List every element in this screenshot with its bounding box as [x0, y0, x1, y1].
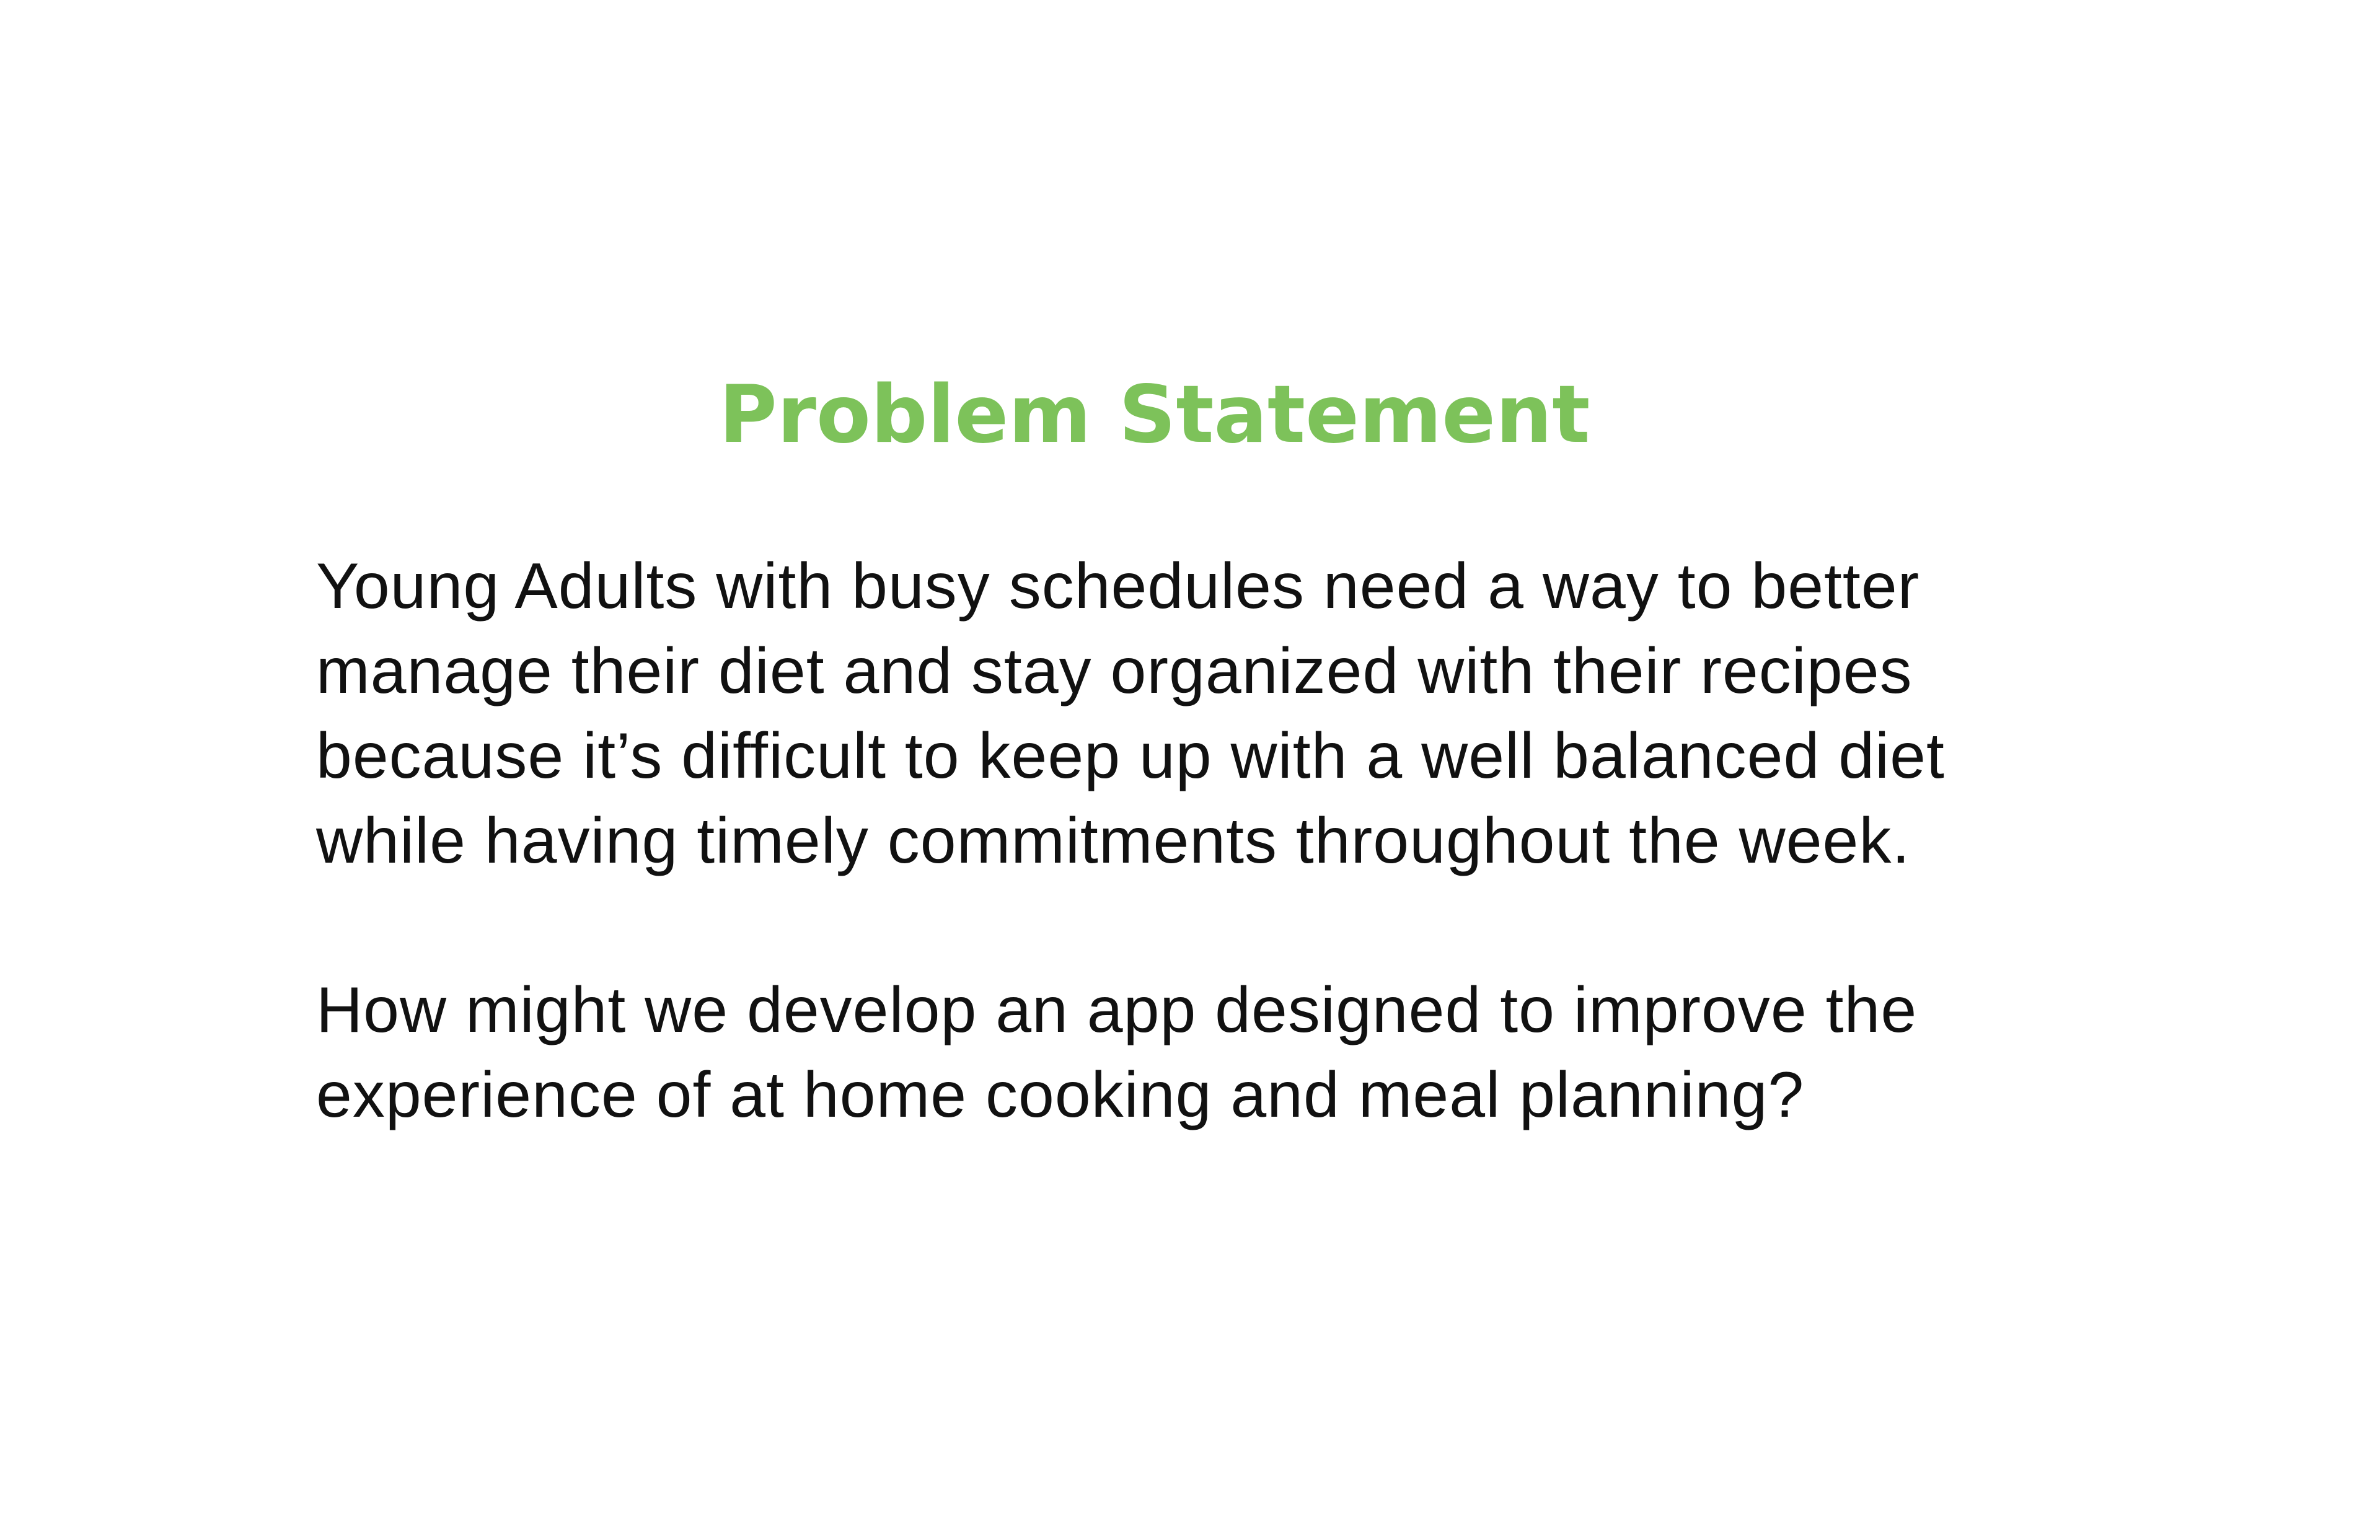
slide-title: Problem Statement [719, 369, 1590, 461]
paragraph-line: How might we develop an app designed to improve the [316, 974, 1918, 1046]
paragraph-line: Young Adults with busy schedules need a way to better [316, 550, 1920, 622]
paragraph-line: while having timely commitments throughout the week. [316, 805, 1911, 877]
problem-statement-paragraph [316, 544, 1945, 884]
paragraph-line: experience of at home cooking and meal planning? [316, 1059, 1805, 1131]
paragraph-line: manage their diet and stay organized with their recipes [316, 635, 1913, 707]
how-might-we-paragraph [316, 968, 1917, 1138]
paragraph-line: because it’s difficult to keep up with a well balanced diet [316, 720, 1945, 792]
